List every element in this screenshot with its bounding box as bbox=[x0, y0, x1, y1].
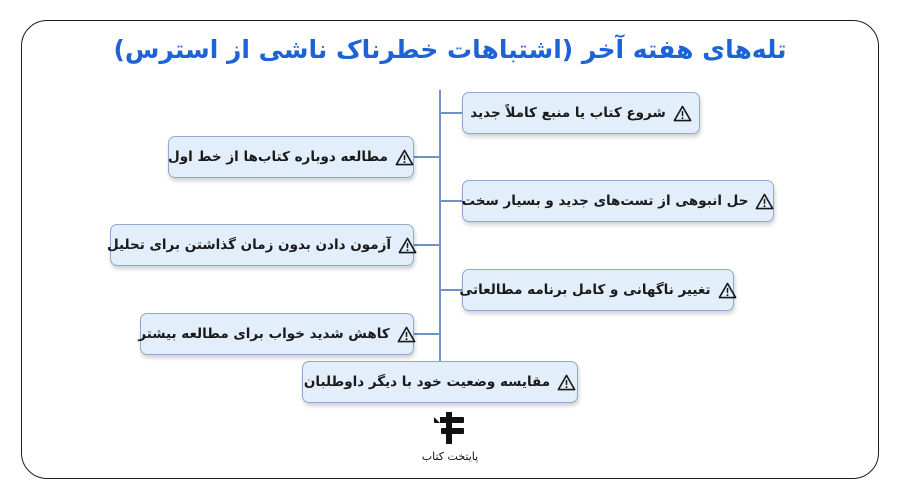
warning-triangle-icon bbox=[397, 326, 416, 343]
node-compare-with-others bbox=[302, 361, 578, 403]
branch-r2 bbox=[441, 200, 462, 202]
warning-triangle-icon bbox=[718, 282, 737, 299]
center-spine bbox=[439, 90, 441, 362]
node-hard-new-tests bbox=[462, 180, 774, 222]
brand-name: پایتخت کتاب bbox=[421, 450, 479, 463]
node-label: حل انبوهی از تست‌های جدید و بسیار سخت bbox=[461, 193, 749, 209]
node-label: تغییر ناگهانی و کامل برنامه مطالعاتی bbox=[459, 282, 711, 298]
node-label: مطالعه دوباره کتاب‌ها از خط اول bbox=[168, 149, 388, 165]
diagram-title: تله‌های هفته آخر (اشتباهات خطرناک ناشی از استرس) bbox=[113, 35, 787, 64]
node-label: مقایسه وضعیت خود با دیگر داوطلبان bbox=[303, 374, 551, 390]
node-reread-books bbox=[168, 136, 414, 178]
node-label: کاهش شدید خواب برای مطالعه بیشتر bbox=[138, 326, 390, 342]
branch-l3 bbox=[414, 333, 439, 335]
warning-triangle-icon bbox=[398, 237, 417, 254]
node-sudden-plan-change bbox=[459, 269, 734, 311]
node-less-sleep bbox=[140, 313, 414, 355]
branch-l2 bbox=[414, 244, 439, 246]
warning-triangle-icon bbox=[557, 374, 576, 391]
branch-r1 bbox=[441, 112, 462, 114]
warning-triangle-icon bbox=[395, 149, 414, 166]
branch-l1 bbox=[414, 156, 439, 158]
node-label: شروع کتاب یا منبع کاملاً جدید bbox=[470, 105, 666, 121]
node-start-new-book bbox=[462, 92, 700, 134]
warning-triangle-icon bbox=[755, 193, 774, 210]
node-label: آزمون دادن بدون زمان گذاشتن برای تحلیل bbox=[106, 237, 391, 253]
warning-triangle-icon bbox=[673, 105, 692, 122]
paytakht-ketab-logo-icon bbox=[432, 411, 466, 445]
node-test-without-analysis bbox=[106, 224, 414, 266]
